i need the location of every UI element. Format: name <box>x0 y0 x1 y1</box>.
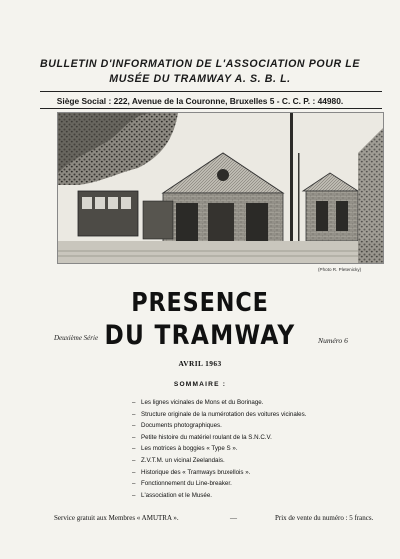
head-office-address: Siège Social : 222, Avenue de la Couronne, Bruxelles 5 - C. C. P. : 44980. <box>56 96 344 106</box>
issue-date: AVRIL 1963 <box>178 359 222 368</box>
masthead-du-tramway: DU TRAMWAY <box>104 320 296 351</box>
list-item: – Documents photographiques. <box>132 422 222 430</box>
footer-free-service: Service gratuit aux Membres « AMUTRA ». <box>54 514 179 522</box>
bulletin-title-line-1: BULLETIN D'INFORMATION DE L'ASSOCIATION POUR LE <box>39 58 361 70</box>
footer-separator: — <box>230 514 237 522</box>
footer-price: Prix de vente du numéro : 5 francs. <box>275 514 374 522</box>
issue-number: Numéro 6 <box>318 336 348 345</box>
list-item: – Historique des « Tramways bruxellois ». <box>132 468 251 476</box>
list-item: – Les lignes vicinales de Mons et du Borinage. <box>132 399 264 406</box>
bulletin-title-line-2: MUSÉE DU TRAMWAY A. S. B. L. <box>109 73 291 85</box>
list-item: – L'association et le Musée. <box>132 491 213 499</box>
list-item: – Petite histoire du matériel roulant de la S.N.C.V. <box>132 433 272 441</box>
masthead-presence: PRESENCE <box>131 288 269 318</box>
header-rule-bottom <box>40 108 382 109</box>
series-label: Deuxième Série <box>53 334 99 342</box>
header-rule-top <box>40 91 382 92</box>
list-item: – Fonctionnement du Line-breaker. <box>132 480 232 488</box>
photo-credit: (Photo R. Pletenicky) <box>318 267 362 272</box>
tram-depot-photo <box>57 112 384 264</box>
list-item: – Z.V.T.M. un vicinal Zeelandais. <box>132 456 225 464</box>
contents-title: SOMMAIRE : <box>173 381 227 388</box>
list-item: – Les motrices à boggies « Type S ». <box>132 445 238 453</box>
contents-list <box>132 397 382 501</box>
list-item: – Structure originale de la numérotation des voitures vicinales. <box>132 410 307 418</box>
